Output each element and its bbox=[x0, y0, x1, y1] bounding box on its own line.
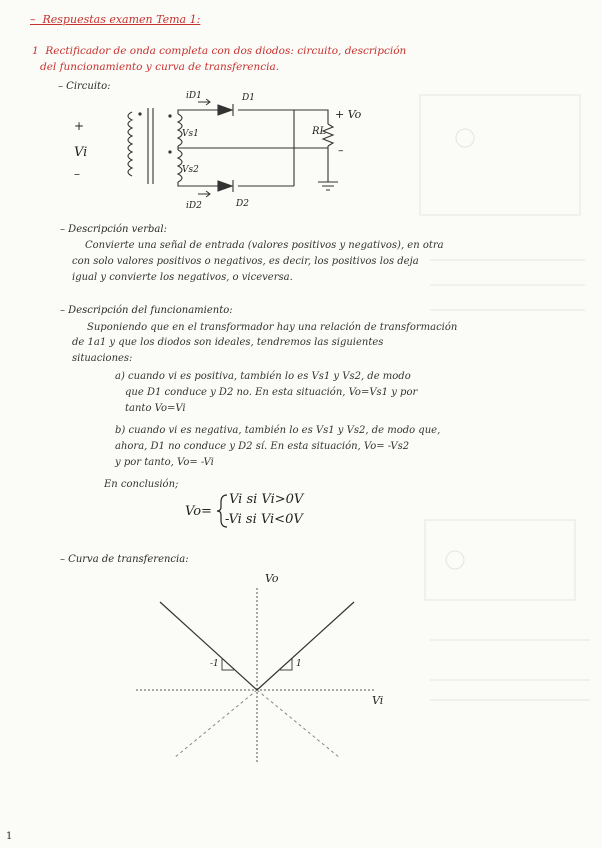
ground-symbol bbox=[318, 182, 338, 190]
page-title bbox=[30, 13, 200, 26]
title-text: Respuestas examen Tema 1: bbox=[42, 13, 201, 26]
vs1-label: Vs1 bbox=[182, 129, 199, 139]
curve-right-branch bbox=[257, 602, 354, 690]
d2-label: D2 bbox=[236, 199, 249, 209]
verbal-heading: – Descripción verbal: bbox=[60, 224, 167, 235]
verbal-line-3: igual y convierte los negativos, o viceversa. bbox=[72, 272, 293, 283]
operation-heading: – Descripción del funcionamiento: bbox=[60, 305, 233, 316]
case-b-line-3: y por tanto, Vo= -Vi bbox=[115, 457, 214, 468]
diode-d2 bbox=[218, 180, 233, 192]
diode-d1 bbox=[218, 104, 233, 116]
title-bullet: – bbox=[30, 13, 36, 26]
x-axis-label: Vi bbox=[372, 694, 384, 707]
case-b-line-1: b) cuando vi es negativa, también lo es Vs1 y Vs2, de modo que, bbox=[115, 425, 441, 436]
transfer-heading: – Curva de transferencia: bbox=[60, 554, 189, 565]
page-number: 1 bbox=[6, 831, 13, 842]
rl-label: RL bbox=[312, 126, 327, 137]
operation-intro-2: de 1a1 y que los diodos son ideales, tendremos las siguientes bbox=[72, 337, 384, 348]
circuit-heading: – Circuito: bbox=[58, 81, 111, 92]
formula-case-1: Vi si Vi>0V bbox=[229, 492, 304, 507]
formula-case-2: -Vi si Vi<0V bbox=[225, 512, 303, 527]
input-minus-label: – bbox=[74, 167, 80, 181]
question-number: 1 bbox=[32, 45, 39, 57]
conclusion-label: En conclusión; bbox=[104, 479, 179, 490]
transfer-curve-plot bbox=[130, 568, 410, 768]
y-axis-label: Vo bbox=[265, 572, 279, 585]
curve-left-branch bbox=[160, 602, 257, 690]
input-plus-label: + bbox=[74, 119, 85, 133]
current-arrow-d2 bbox=[198, 191, 210, 197]
question-1-line-1 bbox=[32, 45, 406, 58]
operation-intro-1: Suponiendo que en el transformador hay una relación de transformación bbox=[87, 322, 458, 333]
slope-right-label: 1 bbox=[296, 659, 302, 669]
primary-coil bbox=[128, 112, 132, 176]
input-vi-label: Vi bbox=[74, 145, 88, 160]
output-minus-label: – bbox=[338, 144, 344, 157]
case-a-line-3: tanto Vo=Vi bbox=[125, 403, 186, 414]
output-vo-label: + Vo bbox=[335, 108, 362, 121]
vs2-label: Vs2 bbox=[182, 165, 199, 175]
slope-left-label: -1 bbox=[210, 659, 219, 669]
case-a-line-1: a) cuando vi es positiva, también lo es Vs1 y Vs2, de modo bbox=[115, 371, 411, 382]
case-b-line-2: ahora, D1 no conduce y D2 sí. En esta situación, Vo= -Vs2 bbox=[115, 441, 410, 452]
verbal-line-1: Convierte una señal de entrada (valores positivos y negativos), en otra bbox=[85, 240, 444, 251]
id2-label: iD2 bbox=[186, 201, 202, 211]
d1-label: D1 bbox=[242, 93, 255, 103]
case-a-line-2: que D1 conduce y D2 no. En esta situación, Vo=Vs1 y por bbox=[125, 387, 418, 398]
id1-label: iD1 bbox=[186, 91, 202, 101]
question-1-line-2: del funcionamiento y curva de transferencia. bbox=[40, 61, 280, 73]
full-wave-rectifier-circuit bbox=[60, 86, 380, 216]
question-1-text-1: Rectificador de onda completa con dos diodos: circuito, descripción bbox=[45, 45, 407, 57]
operation-intro-3: situaciones: bbox=[72, 353, 133, 364]
formula-lhs: Vo= bbox=[185, 504, 212, 519]
verbal-line-2: con solo valores positivos o negativos, es decir, los positivos los deja bbox=[72, 256, 419, 267]
